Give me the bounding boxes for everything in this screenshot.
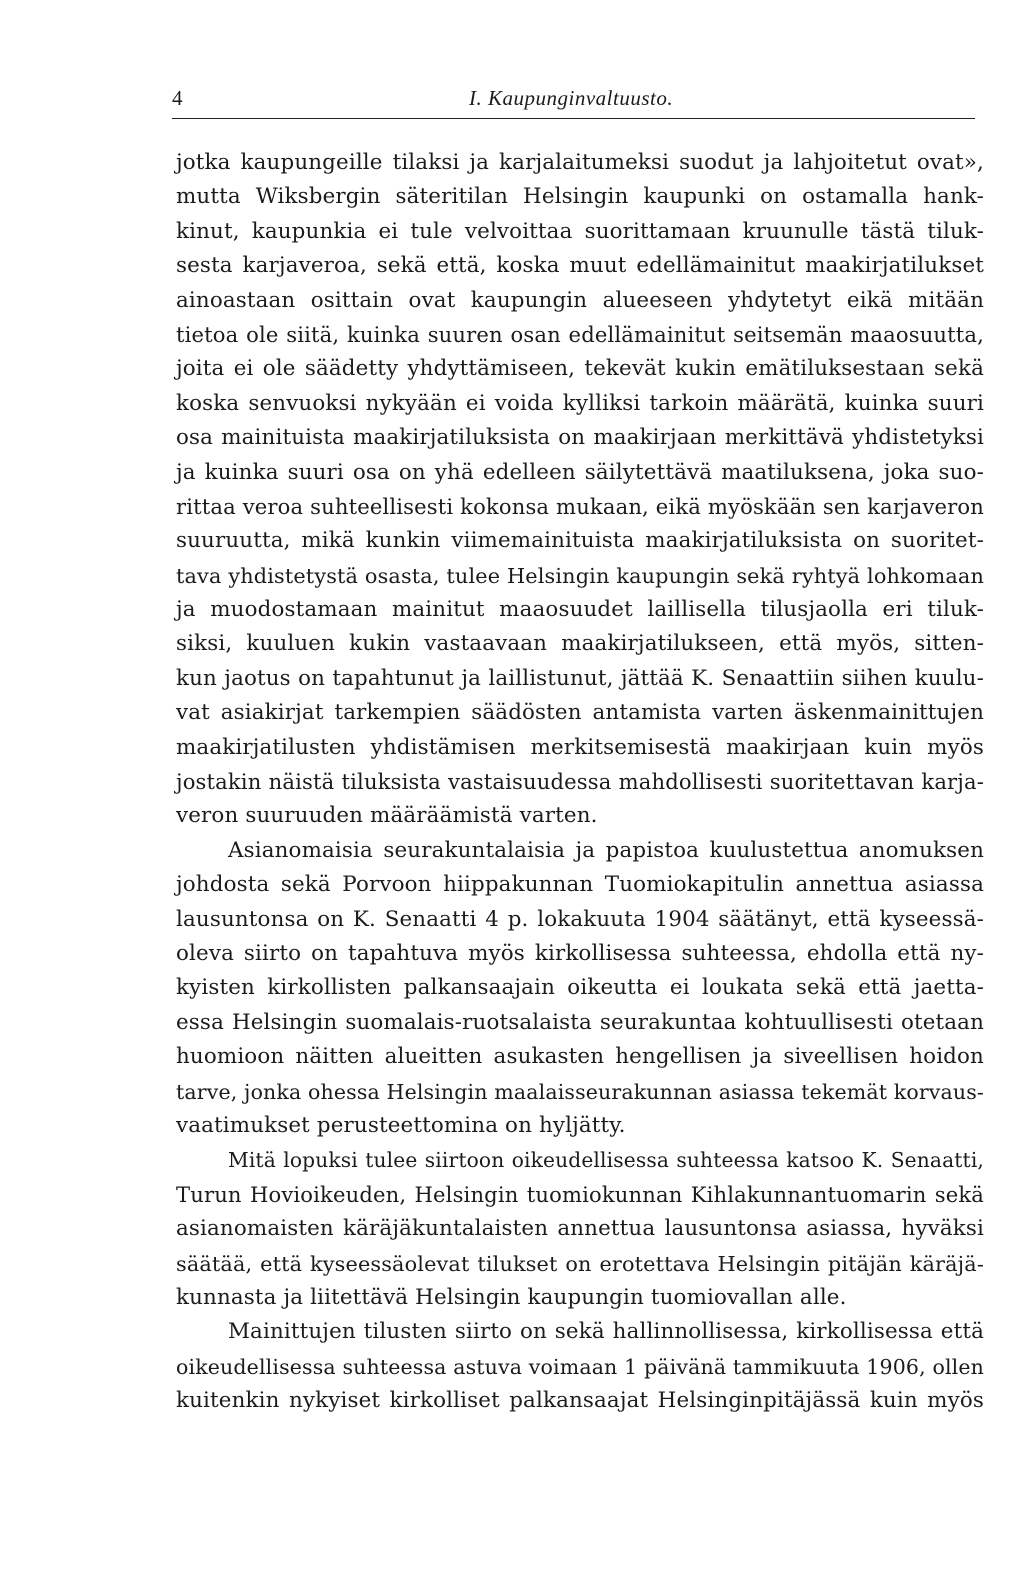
text-line: ja kuinka suuri osa on yhä edelleen säilytettävä maatiluksena, joka suo- [176, 459, 984, 485]
text-line: säätää, että kyseessäolevat tilukset on erotettava Helsingin pitäjän käräjä- [176, 1251, 984, 1276]
text-line: Mainittujen tilusten siirto on sekä hallinnollisessa, kirkollisessa että [228, 1319, 984, 1345]
text-line: tietoa ole siitä, kuinka suuren osan edellämainitut seitsemän maaosuutta, [176, 321, 984, 347]
text-line: tarve, jonka ohessa Helsingin maalaisseurakunnan asiassa tekemät korvaus- [176, 1079, 984, 1104]
text-line: jotka kaupungeille tilaksi ja karjalaitumeksi suodut ja lahjoitetut ovat», [176, 150, 984, 175]
text-line: maakirjatilusten yhdistämisen merkitsemisestä maakirjaan kuin myös [176, 734, 984, 760]
text-line: ja muodostamaan mainitut maaosuudet laillisella tilusjaolla eri tiluk- [176, 597, 984, 623]
text-line: kuitenkin nykyiset kirkolliset palkansaajat Helsinginpitäjässä kuin myös [176, 1388, 984, 1414]
text-line: kinut, kaupunkia ei tule velvoittaa suorittamaan kruunulle tästä tiluk- [176, 218, 984, 244]
text-line: suuruutta, mikä kunkin viimemainituista maakirjatiluksista on suoritet- [176, 528, 984, 554]
text-line: vaatimukset perusteettomina on hyljätty. [176, 1112, 626, 1138]
text-line: ainoastaan osittain ovat kaupungin alueeseen yhdytetyt eikä mitään [176, 287, 984, 313]
text-line: huomioon näitten alueitten asukasten hengellisen ja siveellisen hoidon [176, 1044, 984, 1070]
text-line: veron suuruuden määräämistä varten. [176, 803, 598, 829]
text-line: oleva siirto on tapahtuva myös kirkollisessa suhteessa, ehdolla että ny- [176, 940, 984, 966]
text-line: sesta karjaveroa, sekä että, koska muut edellämainitut maakirjatilukset [176, 253, 984, 279]
running-head-title: I. Kaupunginvaltuusto. [469, 86, 674, 110]
text-line: essa Helsingin suomalais-ruotsalaista seurakuntaa kohtuullisesti otetaan [176, 1009, 984, 1035]
text-line: koska senvuoksi nykyään ei voida kylliksi tarkoin määrätä, kuinka suuri [176, 390, 984, 416]
text-line: johdosta sekä Porvoon hiippakunnan Tuomiokapitulin annettua asiassa [176, 872, 984, 898]
text-line: Turun Hovioikeuden, Helsingin tuomiokunnan Kihlakunnantuomarin sekä [176, 1181, 984, 1207]
text-line: joita ei ole säädetty yhdyttämiseen, tekevät kukin emätiluksestaan sekä [176, 356, 984, 382]
text-line: osa mainituista maakirjatiluksista on maakirjaan merkittävä yhdistetyksi [176, 425, 984, 451]
text-line: asianomaisten käräjäkuntalaisten annettua lausuntonsa asiassa, hyväksi [176, 1216, 984, 1242]
body-text [176, 146, 984, 1418]
text-line: kun jaotus on tapahtunut ja laillistunut, jättää K. Senaattiin siihen kuulu- [176, 665, 984, 691]
text-line: rittaa veroa suhteellisesti kokonsa mukaan, eikä myöskään sen karjaveron [176, 493, 984, 519]
running-header [172, 84, 975, 119]
text-line: siksi, kuuluen kukin vastaavaan maakirjatilukseen, että myös, sitten- [176, 631, 984, 657]
text-line: jostakin näistä tiluksista vastaisuudessa mahdollisesti suoritettavan karja- [176, 769, 984, 795]
text-line: lausuntonsa on K. Senaatti 4 p. lokakuuta 1904 säätänyt, että kyseessä- [176, 906, 984, 932]
text-line: kyisten kirkollisten palkansaajain oikeutta ei loukata sekä että jaetta- [176, 975, 984, 1001]
text-line: tava yhdistetystä osasta, tulee Helsingin kaupungin sekä ryhtyä lohkomaan [176, 563, 984, 588]
text-line: vat asiakirjat tarkempien säädösten antamista varten äskenmainittujen [176, 700, 984, 726]
page-number: 4 [172, 86, 183, 110]
text-line: oikeudellisessa suhteessa astuva voimaan 1 päivänä tammikuuta 1906, ollen [176, 1354, 984, 1379]
text-line: Mitä lopuksi tulee siirtoon oikeudellisessa suhteessa katsoo K. Senaatti, [228, 1148, 984, 1173]
text-line: mutta Wiksbergin säteritilan Helsingin kaupunki on ostamalla hank- [176, 184, 984, 210]
text-line: kunnasta ja liitettävä Helsingin kaupungin tuomiovallan alle. [176, 1284, 847, 1310]
text-line: Asianomaisia seurakuntalaisia ja papistoa kuulustettua anomuksen [228, 837, 984, 863]
